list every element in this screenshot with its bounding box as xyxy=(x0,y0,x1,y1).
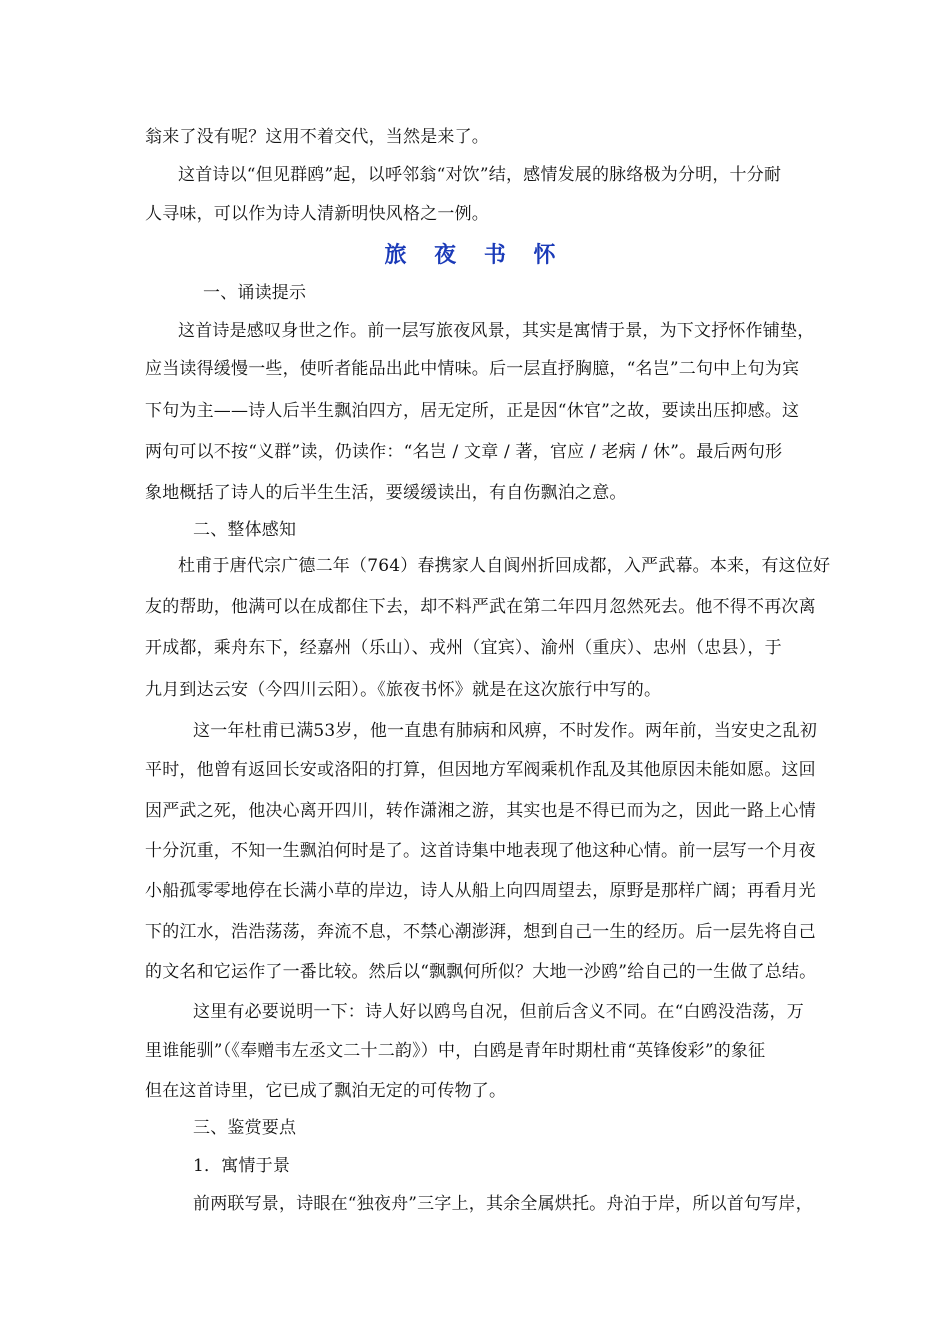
paragraph-line: 开成都，乘舟东下，经嘉州（乐山）、戎州（宜宾）、渝州（重庆）、忠州（忠县），于 xyxy=(145,638,782,658)
section-heading: 三、鉴赏要点 xyxy=(193,1118,297,1138)
paragraph-line: 的文名和它运作了一番比较。然后以“飘飘何所似？大地一沙鸥”给自己的一生做了总结。 xyxy=(145,962,817,982)
paragraph-line: 这首诗以“但见群鸥”起，以呼邻翁“对饮”结，感情发展的脉络极为分明，十分耐 xyxy=(178,165,782,185)
paragraph-line: 平时，他曾有返回长安或洛阳的打算，但因地方军阀乘机作乱及其他原因未能如愿。这回 xyxy=(145,760,816,780)
paragraph-line: 友的帮助，他满可以在成都住下去，却不料严武在第二年四月忽然死去。他不得不再次离 xyxy=(145,597,816,617)
paragraph-line: 但在这首诗里，它已成了飘泊无定的可传物了。 xyxy=(145,1081,507,1101)
paragraph-line: 应当读得缓慢一些，使听者能品出此中情味。后一层直抒胸臆，“名岂”二句中上句为宾 xyxy=(145,359,800,379)
poem-title: 旅 夜 书 怀 xyxy=(384,243,566,268)
paragraph-line: 九月到达云安（今四川云阳）。《旅夜书怀》就是在这次旅行中写的。 xyxy=(145,680,662,700)
paragraph-line: 象地概括了诗人的后半生生活，要缓缓读出，有自伤飘泊之意。 xyxy=(145,483,627,503)
paragraph-line: 因严武之死，他决心离开四川，转作潇湘之游，其实也是不得已而为之，因此一路上心情 xyxy=(145,801,816,821)
paragraph-line: 两句可以不按“义群”读，仍读作：“名岂 / 文章 / 著，官应 / 老病 / 休”。最后两句形 xyxy=(145,442,783,462)
paragraph-line: 这首诗是感叹身世之作。前一层写旅夜风景，其实是寓情于景，为下文抒怀作铺垫， xyxy=(178,321,815,341)
section-heading: 二、整体感知 xyxy=(193,520,297,540)
paragraph-line: 这一年杜甫已满53岁，他一直患有肺病和风痹，不时发作。两年前，当安史之乱初 xyxy=(193,721,818,741)
paragraph-line: 人寻味，可以作为诗人清新明快风格之一例。 xyxy=(145,204,489,224)
paragraph-line: 里谁能驯”（《奉赠韦左丞文二十二韵》）中，白鸥是青年时期杜甫“英锋俊彩”的象征 xyxy=(145,1041,766,1061)
paragraph-line: 杜甫于唐代宗广德二年（764）春携家人自阆州折回成都，入严武幕。本来，有这位好 xyxy=(178,556,831,576)
paragraph-line: 十分沉重，不知一生飘泊何时是了。这首诗集中地表现了他这种心情。前一层写一个月夜 xyxy=(145,841,816,861)
paragraph-line: 下的江水，浩浩荡荡，奔流不息，不禁心潮澎湃，想到自己一生的经历。后一层先将自己 xyxy=(145,922,816,942)
paragraph-line: 小船孤零零地停在长满小草的岸边，诗人从船上向四周望去，原野是那样广阔；再看月光 xyxy=(145,881,816,901)
paragraph-line: 这里有必要说明一下：诗人好以鸥鸟自况，但前后含义不同。在“白鸥没浩荡，万 xyxy=(193,1002,804,1022)
section-heading: 一、诵读提示 xyxy=(203,283,307,303)
subsection-heading: 1．寓情于景 xyxy=(193,1156,291,1176)
paragraph-line: 翁来了没有呢？这用不着交代，当然是来了。 xyxy=(145,127,489,147)
paragraph-line: 前两联写景，诗眼在“独夜舟”三字上，其余全属烘托。舟泊于岸，所以首句写岸， xyxy=(193,1194,813,1214)
paragraph-line: 下句为主——诗人后半生飘泊四方，居无定所，正是因“休官”之故，要读出压抑感。这 xyxy=(145,401,800,421)
